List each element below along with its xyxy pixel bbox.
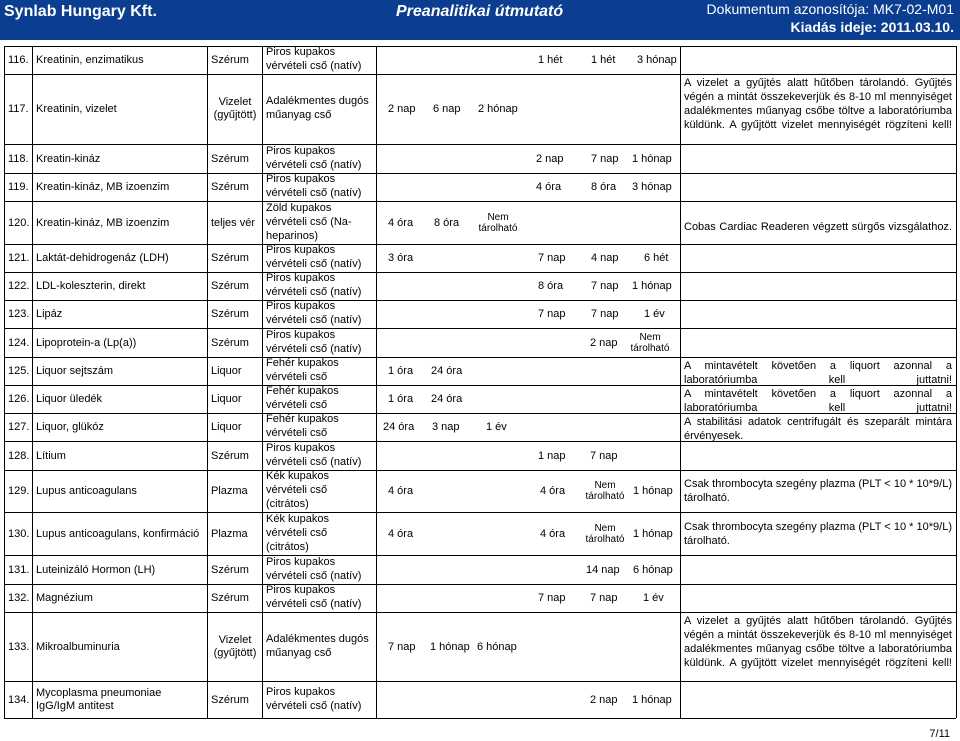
stability-value: 6 hét: [644, 252, 669, 264]
tube-type: Fehér kupakos: [266, 385, 339, 397]
stability-value: 1 hét: [538, 54, 563, 66]
tube-type: vérvételi cső (natív): [266, 60, 362, 72]
note-117: A vizelet a gyűjtés alatt hűtőben tárolandó. Gyűjtés végén a mintát összekeverjük és 8-10 ml mennyiséget adalékmentes műanyag csőbe töltve a laboratóriumba küldünk. A gyűjtött vizelet mennyiségét rögzíteni kell!: [684, 77, 952, 131]
tube-type: Piros kupakos: [266, 555, 336, 568]
row-number: 124.: [8, 336, 30, 349]
stability-value: 8 óra: [434, 216, 460, 229]
sample-type: (gyűjtött): [213, 646, 257, 659]
tube-type: vérvételi cső (natív): [266, 286, 362, 298]
stability-value: 1 nap: [538, 449, 566, 462]
issue-date: Kiadás ideje: 2011.03.10.: [790, 19, 954, 35]
stability-value: 7 nap: [591, 152, 619, 165]
row-number: 123.: [8, 308, 30, 320]
stability-value: 7 nap: [538, 308, 566, 320]
note-120: Cobas Cardiac Readeren végzett sürgős vizsgálathoz.: [684, 221, 952, 233]
stability-value: 1 óra: [388, 393, 414, 405]
note-127: A stabilitási adatok centrifugált és szeparált mintára érvényesek.: [684, 416, 952, 442]
row-number: 133.: [8, 640, 30, 653]
stability-value: 2 nap: [590, 693, 618, 706]
note-126: A mintavételt követően a liquort azonnal a laboratóriumba kell juttatni!: [684, 388, 952, 414]
test-name: Liquor sejtszám: [36, 365, 114, 377]
test-name: Mycoplasma pneumoniae: [36, 686, 162, 699]
stability-value: 24 óra: [431, 365, 463, 377]
stability-value: 4 óra: [540, 527, 566, 540]
tube-type: Piros kupakos: [266, 244, 336, 256]
test-name: Lupus anticoagulans, konfirmáció: [36, 527, 200, 540]
tube-type: Fehér kupakos: [266, 357, 339, 369]
stability-value: 1 hónap: [632, 693, 672, 706]
tube-type: Piros kupakos: [266, 272, 336, 284]
test-name: Lítium: [36, 449, 66, 462]
tube-type: vérvételi cső (natív): [266, 455, 362, 468]
stability-value: 7 nap: [591, 280, 619, 292]
stability-value: 7 nap: [538, 252, 566, 264]
tube-type: Piros kupakos: [266, 584, 336, 596]
test-name: Kreatin-kináz: [36, 152, 101, 165]
stability-value: 14 nap: [586, 563, 620, 576]
row-number: 134.: [8, 693, 30, 706]
tube-type: Piros kupakos: [266, 173, 336, 185]
tube-type: vérvételi cső: [266, 484, 328, 496]
tube-type: vérvételi cső (natív): [266, 569, 362, 582]
stability-value: 1 év: [486, 421, 507, 433]
stability-value: 3 hónap: [637, 54, 677, 66]
stability-value: 1 óra: [388, 365, 414, 377]
row-number: 116.: [8, 54, 29, 66]
stability-value: 3 hónap: [632, 181, 672, 193]
tube-type: Fehér kupakos: [266, 413, 339, 425]
tube-type: (citrátos): [266, 498, 309, 510]
test-name: LDL-koleszterin, direkt: [36, 280, 146, 292]
note-129: Csak thrombocyta szegény plazma (PLT < 10 * 10*9/L) tárolható.: [684, 478, 952, 504]
tube-type: vérvételi cső: [266, 371, 328, 383]
stability-value: 7 nap: [590, 449, 618, 462]
stability-value: 7 nap: [388, 640, 416, 653]
tube-type: műanyag cső: [266, 109, 332, 121]
stability-value: 4 óra: [388, 485, 414, 497]
tube-type: vérvételi cső (natív): [266, 342, 362, 355]
tube-type: műanyag cső: [266, 646, 332, 659]
tube-type: vérvételi cső (natív): [266, 158, 362, 171]
stability-value: 4 óra: [388, 527, 414, 540]
stability-value: 6 nap: [433, 103, 461, 115]
sample-type: Liquor: [211, 421, 242, 433]
stability-value: Nem tárolható: [630, 331, 670, 354]
test-name: Mikroalbuminuria: [36, 640, 120, 653]
stability-value: 8 óra: [538, 280, 564, 292]
sample-type: Szérum: [211, 54, 249, 66]
row-number: 122.: [8, 280, 30, 292]
note-133: A vizelet a gyűjtés alatt hűtőben tárolandó. Gyűjtés végén a mintát összekeverjük és 8-10 ml mennyiséget adalékmentes műanyag csőbe töltve a laboratóriumba küldünk. A gyűjtött vizelet mennyiségét rögzíteni kell!: [684, 615, 952, 669]
sample-type: Liquor: [211, 365, 242, 377]
sample-type: Szérum: [211, 336, 249, 349]
row-number: 117.: [8, 103, 29, 115]
tube-type: Piros kupakos: [266, 300, 336, 312]
row-number: 119.: [8, 181, 29, 193]
stability-value: Nem tárolható: [478, 211, 518, 234]
stability-value: 1 év: [644, 308, 665, 320]
stability-value: 24 óra: [383, 421, 415, 433]
row-number: 130.: [8, 527, 30, 540]
stability-value: 2 nap: [536, 152, 564, 165]
row-number: 126.: [8, 393, 30, 405]
test-name: Magnézium: [36, 592, 93, 604]
row-number: 129.: [8, 485, 30, 497]
stability-value: 2 nap: [388, 103, 416, 115]
tube-type: Piros kupakos: [266, 328, 336, 341]
stability-value: Nem tárolható: [585, 480, 625, 502]
stability-value: 2 nap: [590, 336, 618, 349]
note-125: A mintavételt követően a liquort azonnal a laboratóriumba kell juttatni!: [684, 360, 952, 386]
test-name: Kreatin-kináz, MB izoenzim: [36, 181, 170, 193]
stability-value: 1 hónap: [633, 527, 673, 540]
test-name: IgG/IgM antitest: [36, 699, 114, 712]
document-title: Preanalitikai útmutató: [396, 3, 564, 20]
test-name: Liquor, glükóz: [36, 421, 104, 433]
company-name: Synlab Hungary Kft.: [4, 3, 157, 20]
page-header: [0, 0, 960, 40]
stability-value: 4 nap: [591, 252, 619, 264]
stability-value: 6 hónap: [477, 640, 517, 653]
stability-value: 1 hét: [591, 54, 616, 66]
tube-type: heparinos): [266, 229, 318, 242]
tube-type: Piros kupakos: [266, 144, 336, 157]
stability-value: 6 hónap: [633, 563, 673, 576]
sample-type: Liquor: [211, 393, 242, 405]
stability-value: 4 óra: [388, 216, 414, 229]
sample-type: Szérum: [211, 280, 249, 292]
row-number: 120.: [8, 216, 30, 229]
row-number: 125.: [8, 365, 30, 377]
stability-value: 7 nap: [538, 592, 566, 604]
stability-value: 1 hónap: [430, 640, 470, 653]
test-name: Lipoprotein-a (Lp(a)): [36, 336, 137, 349]
sample-type: Szérum: [211, 449, 249, 462]
tube-type: Kék kupakos: [266, 512, 329, 525]
tube-type: vérvételi cső: [266, 427, 328, 439]
test-name: Kreatinin, enzimatikus: [36, 54, 144, 66]
sample-type: Szérum: [211, 181, 249, 193]
test-name: Laktát-dehidrogenáz (LDH): [36, 252, 169, 264]
sample-type: Vizelet: [218, 633, 252, 646]
tube-type: vérvételi cső: [266, 399, 328, 411]
stability-value: 1 hónap: [633, 485, 673, 497]
tube-type: vérvételi cső (natív): [266, 187, 362, 199]
tube-type: Kék kupakos: [266, 470, 329, 482]
test-name: Luteinizáló Hormon (LH): [36, 563, 156, 576]
stability-value: 1 hónap: [632, 152, 672, 165]
tube-type: vérvételi cső (natív): [266, 699, 362, 712]
sample-type: Plazma: [211, 485, 248, 497]
stability-value: 2 hónap: [478, 103, 518, 115]
sample-type: Plazma: [211, 527, 248, 540]
row-number: 127.: [8, 421, 30, 433]
sample-type: Vizelet: [218, 96, 252, 108]
stability-value: 3 óra: [388, 252, 414, 264]
document-id: Dokumentum azonosítója: MK7-02-M01: [706, 1, 954, 17]
row-number: 132.: [8, 592, 30, 604]
row-number: 121.: [8, 252, 30, 264]
row-number: 131.: [8, 563, 30, 576]
stability-value: 3 nap: [432, 421, 460, 433]
tube-type: Piros kupakos: [266, 685, 336, 698]
row-number: 118.: [8, 152, 29, 165]
page-number: 7/11: [929, 728, 950, 740]
stability-value: 1 hónap: [632, 280, 672, 292]
stability-value: 7 nap: [590, 592, 618, 604]
stability-value: Nem tárolható: [585, 522, 625, 545]
tube-type: vérvételi cső (natív): [266, 598, 362, 610]
test-name: Liquor üledék: [36, 393, 103, 405]
test-name: Kreatinin, vizelet: [36, 103, 117, 115]
stability-value: 8 óra: [591, 181, 617, 193]
tube-type: (citrátos): [266, 540, 309, 553]
note-130: Csak thrombocyta szegény plazma (PLT < 10 * 10*9/L) tárolható.: [684, 521, 952, 547]
tube-type: vérvételi cső: [266, 526, 328, 539]
sample-type: Szérum: [211, 693, 249, 706]
sample-type: teljes vér: [211, 216, 256, 229]
stability-value: 4 óra: [536, 181, 562, 193]
tube-type: vérvételi cső (Na-: [266, 215, 352, 228]
tube-type: Piros kupakos: [266, 441, 336, 454]
row-number: 128.: [8, 449, 30, 462]
tube-type: vérvételi cső (natív): [266, 258, 362, 270]
tube-type: Zöld kupakos: [266, 201, 332, 214]
sample-type: Szérum: [211, 592, 249, 604]
test-name: Lipáz: [36, 308, 63, 320]
stability-value: 1 év: [643, 592, 664, 604]
sample-type: Szérum: [211, 252, 249, 264]
test-name: Lupus anticoagulans: [36, 485, 137, 497]
sample-type: (gyűjtött): [213, 109, 257, 121]
tube-type: vérvételi cső (natív): [266, 314, 362, 326]
sample-type: Szérum: [211, 563, 249, 576]
test-name: Kreatin-kináz, MB izoenzim: [36, 216, 170, 229]
sample-type: Szérum: [211, 152, 249, 165]
stability-value: 7 nap: [591, 308, 619, 320]
tube-type: Piros kupakos: [266, 46, 336, 58]
sample-type: Szérum: [211, 308, 249, 320]
stability-value: 4 óra: [540, 485, 566, 497]
tube-type: Adalékmentes dugós: [266, 632, 369, 645]
stability-value: 24 óra: [431, 393, 463, 405]
tube-type: Adalékmentes dugós: [266, 95, 369, 107]
